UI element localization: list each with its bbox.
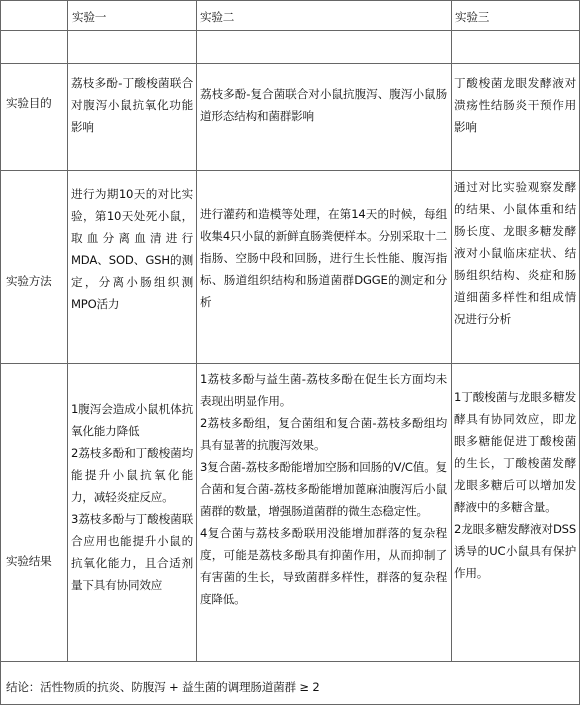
row-divider-header (0, 30, 580, 31)
row-label-purpose: 实验目的 (6, 96, 52, 110)
purpose-experiment-1: 荔枝多酚-丁酸梭菌联合对腹泻小鼠抗氧化功能影响 (71, 76, 193, 134)
row-divider-result (0, 363, 580, 364)
column-divider-3 (451, 0, 452, 662)
table-border-bottom (0, 704, 580, 705)
conclusion-text: 结论：活性物质的抗炎、防腹泻 + 益生菌的调理肠道菌群 ≥ 2 (6, 680, 320, 694)
method-experiment-2: 进行灌药和造模等处理，在第14天的时候，每组收集4只小鼠的新鲜直肠粪便样本。分别采取十二指肠、空肠中段和回肠，进行生长性能、腹泻指标、肠道组织结构和肠道菌群DGGE的测定和分析 (200, 207, 447, 309)
purpose-experiment-3: 丁酸梭菌龙眼发酵液对溃疡性结肠炎干预作用影响 (454, 76, 576, 134)
method-experiment-3: 通过对比实验观察发酵的结果、小鼠体重和结肠长度、龙眼多糖发酵液对小鼠临床症状、结肠组织结构、炎症和肠道细菌多样性和组成情况进行分析 (454, 180, 576, 326)
table-border-top (0, 0, 580, 1)
method-experiment-1: 进行为期10天的对比实验，第10天处死小鼠，取血分离血清进行MDA、SOD、GSH的测定，分离小肠组织测MPO活力 (71, 187, 193, 311)
result-experiment-2: 1荔枝多酚与益生菌-荔枝多酚在促生长方面均未表现出明显作用。 2荔枝多酚组，复合菌组和复合菌-荔枝多酚组均具有显著的抗腹泻效果。 3复合菌-荔枝多酚能增加空肠和回肠的V/C值。复合菌和复合菌-荔枝多酚能增加蓖麻油腹泻后小鼠菌群的数量，增强肠道菌群的微生态稳定性。 4复合菌与荔枝多酚联用没能增加群落的复杂程度，可能是荔枝多酚具有抑菌作用，从而抑制了有害菌的生长，导致菌群多样性，群落的复杂程度降低。 (200, 372, 447, 606)
column-divider-1 (67, 0, 68, 662)
header-experiment-1: 实验一 (72, 10, 107, 24)
row-divider-conclusion (0, 661, 580, 662)
header-experiment-2: 实验二 (200, 10, 235, 24)
row-divider-purpose (0, 63, 580, 64)
column-divider-2 (196, 0, 197, 662)
row-divider-method (0, 170, 580, 171)
purpose-experiment-2: 荔枝多酚-复合菌联合对小鼠抗腹泻、腹泻小鼠肠道形态结构和菌群影响 (200, 87, 447, 123)
result-experiment-3: 1丁酸梭菌与龙眼多糖发酵具有协同效应，即龙眼多糖能促进丁酸梭菌的生长，丁酸梭菌发酵龙眼多糖后可以增加发酵液中的多糖含量。 2龙眼多糖发酵液对DSS诱导的UC小鼠具有保护作用。 (454, 390, 576, 580)
table-border-left (0, 0, 1, 705)
header-experiment-3: 实验三 (455, 10, 490, 24)
result-experiment-1: 1腹泻会造成小鼠机体抗氧化能力降低 2荔枝多酚和丁酸梭菌均能提升小鼠抗氧化能力，减轻炎症反应。 3荔枝多酚与丁酸梭菌联合应用也能提升小鼠的抗氧化能力，且合适剂量下具有协同效应 (71, 402, 193, 592)
row-label-result: 实验结果 (6, 554, 52, 568)
row-label-method: 实验方法 (6, 274, 52, 288)
